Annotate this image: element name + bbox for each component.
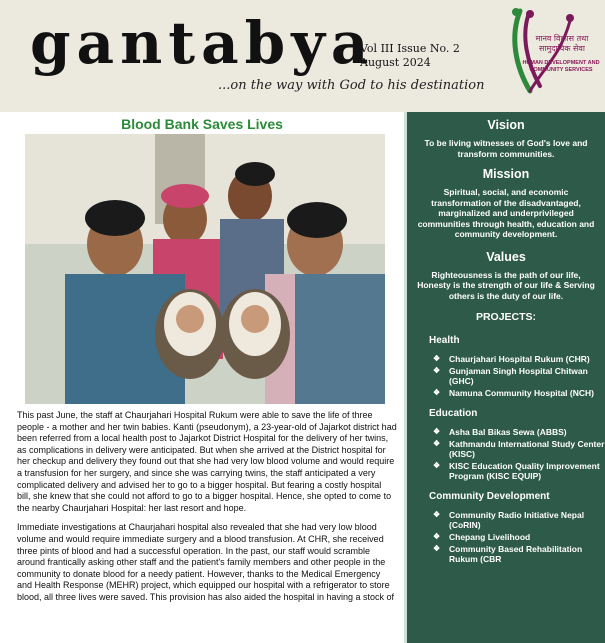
article-photo [25, 134, 385, 404]
article-paragraph-1: This past June, the staff at Chaurjahari Hospital Rukum were able to save the life of three people - a mother and her twin babies. Kanti (pseudonym), a 23-year-old of Jajarkot district had been referred from a local health post to Jajarkot District Hospital for the delivery of her twins, as complications in delivery were anticipated. But when she arrived at the District hospital for her checkup and delivery they found out that she had very low blood volume and would require a transfusion for her surgery, and since she was carrying twins, the staff anticipated a very complicated delivery and advised her to go to a bigger hospital. But fearing a costly hospital bill, she knew that she could not afford to go to a bigger hospital. Hence, she opted to come to the nearby Chaurjahari Hospital: her last resort and hope. [17, 410, 397, 513]
list-item: ❖ Kathmandu International Study Center (KISC) [433, 439, 605, 459]
bullet-icon: ❖ [433, 366, 441, 375]
bullet-icon: ❖ [433, 439, 441, 448]
list-item: ❖ Chepang Livelihood [433, 532, 531, 542]
list-item: ❖ Chaurjahari Hospital Rukum (CHR) [433, 354, 590, 364]
list-item: ❖ Community Based Rehabilitation Rukum (CBR [433, 544, 583, 564]
issue-info [360, 42, 460, 70]
education-project-list [407, 427, 605, 481]
vision-text: To be living witnesses of God's love and transform communities. [424, 138, 588, 159]
mission-text: Spiritual, social, and economic transformation of the disadvantaged, marginalized and underprivileged communities through health, education and community development. [417, 187, 595, 239]
article-body [17, 410, 397, 612]
logo-text-english: HUMAN DEVELOPMENT AND COMMUNITY SERVICES [522, 60, 600, 73]
logo-text-nepali: मानव विकास तथा सामुदायिक सेवा [535, 34, 589, 53]
bullet-icon: ❖ [433, 461, 441, 470]
projects-heading: PROJECTS: [475, 311, 537, 323]
community-project-list [407, 510, 605, 564]
list-item: ❖ Asha Bal Bikas Sewa (ABBS) [433, 427, 567, 437]
tagline: ...on the way with God to his destination [218, 78, 485, 93]
issue-date: August 2024 [360, 56, 431, 69]
issue-number: Vol III Issue No. 2 [360, 42, 460, 55]
values-heading: Values [486, 249, 526, 264]
group-title-health: Health [429, 335, 460, 346]
bullet-icon: ❖ [433, 544, 441, 553]
list-item: ❖ Community Radio Initiative Nepal (CoRIN) [433, 510, 585, 530]
values-text: Righteousness is the path of our life, Honesty is the strength of our life & Serving others is the duty of our life. [417, 269, 595, 301]
list-item: ❖ KISC Education Quality Improvement Program (KISC EQUIP) [433, 461, 600, 481]
vision-heading: Vision [487, 118, 525, 132]
bullet-icon: ❖ [433, 354, 441, 363]
bullet-icon: ❖ [433, 510, 441, 519]
group-title-community-development: Community Development [429, 491, 550, 502]
sidebar [404, 112, 605, 643]
newsletter-header [0, 0, 605, 112]
mission-heading: Mission [482, 167, 530, 181]
article-title: Blood Bank Saves Lives [121, 116, 283, 132]
masthead-title: gantabya [30, 9, 375, 77]
list-item: ❖ Namuna Community Hospital (NCH) [433, 388, 594, 398]
bullet-icon: ❖ [433, 532, 441, 541]
main-article [0, 112, 404, 643]
health-project-list [407, 354, 605, 398]
list-item: ❖ Gunjaman Singh Hospital Chitwan (GHC) [433, 366, 588, 386]
group-title-education: Education [429, 408, 478, 419]
bullet-icon: ❖ [433, 388, 441, 397]
bullet-icon: ❖ [433, 427, 441, 436]
article-paragraph-2: Immediate investigations at Chaurjahari hospital also revealed that she had very low blood volume and would require immediate surgery and a blood transfusion. At CHR, she received three pints of blood and had a successful operation. In the past, our staff would scramble around frantically asking other staff and the patient's family members and other people in the community to donate blood for a needy patient. However, thanks to the Medical Emergency and Health Response (MEHR) project, which equipped our hospital with a refrigerator to store blood, all three lives were saved. This provision has also aided the hospital in having a stock of [17, 522, 395, 602]
